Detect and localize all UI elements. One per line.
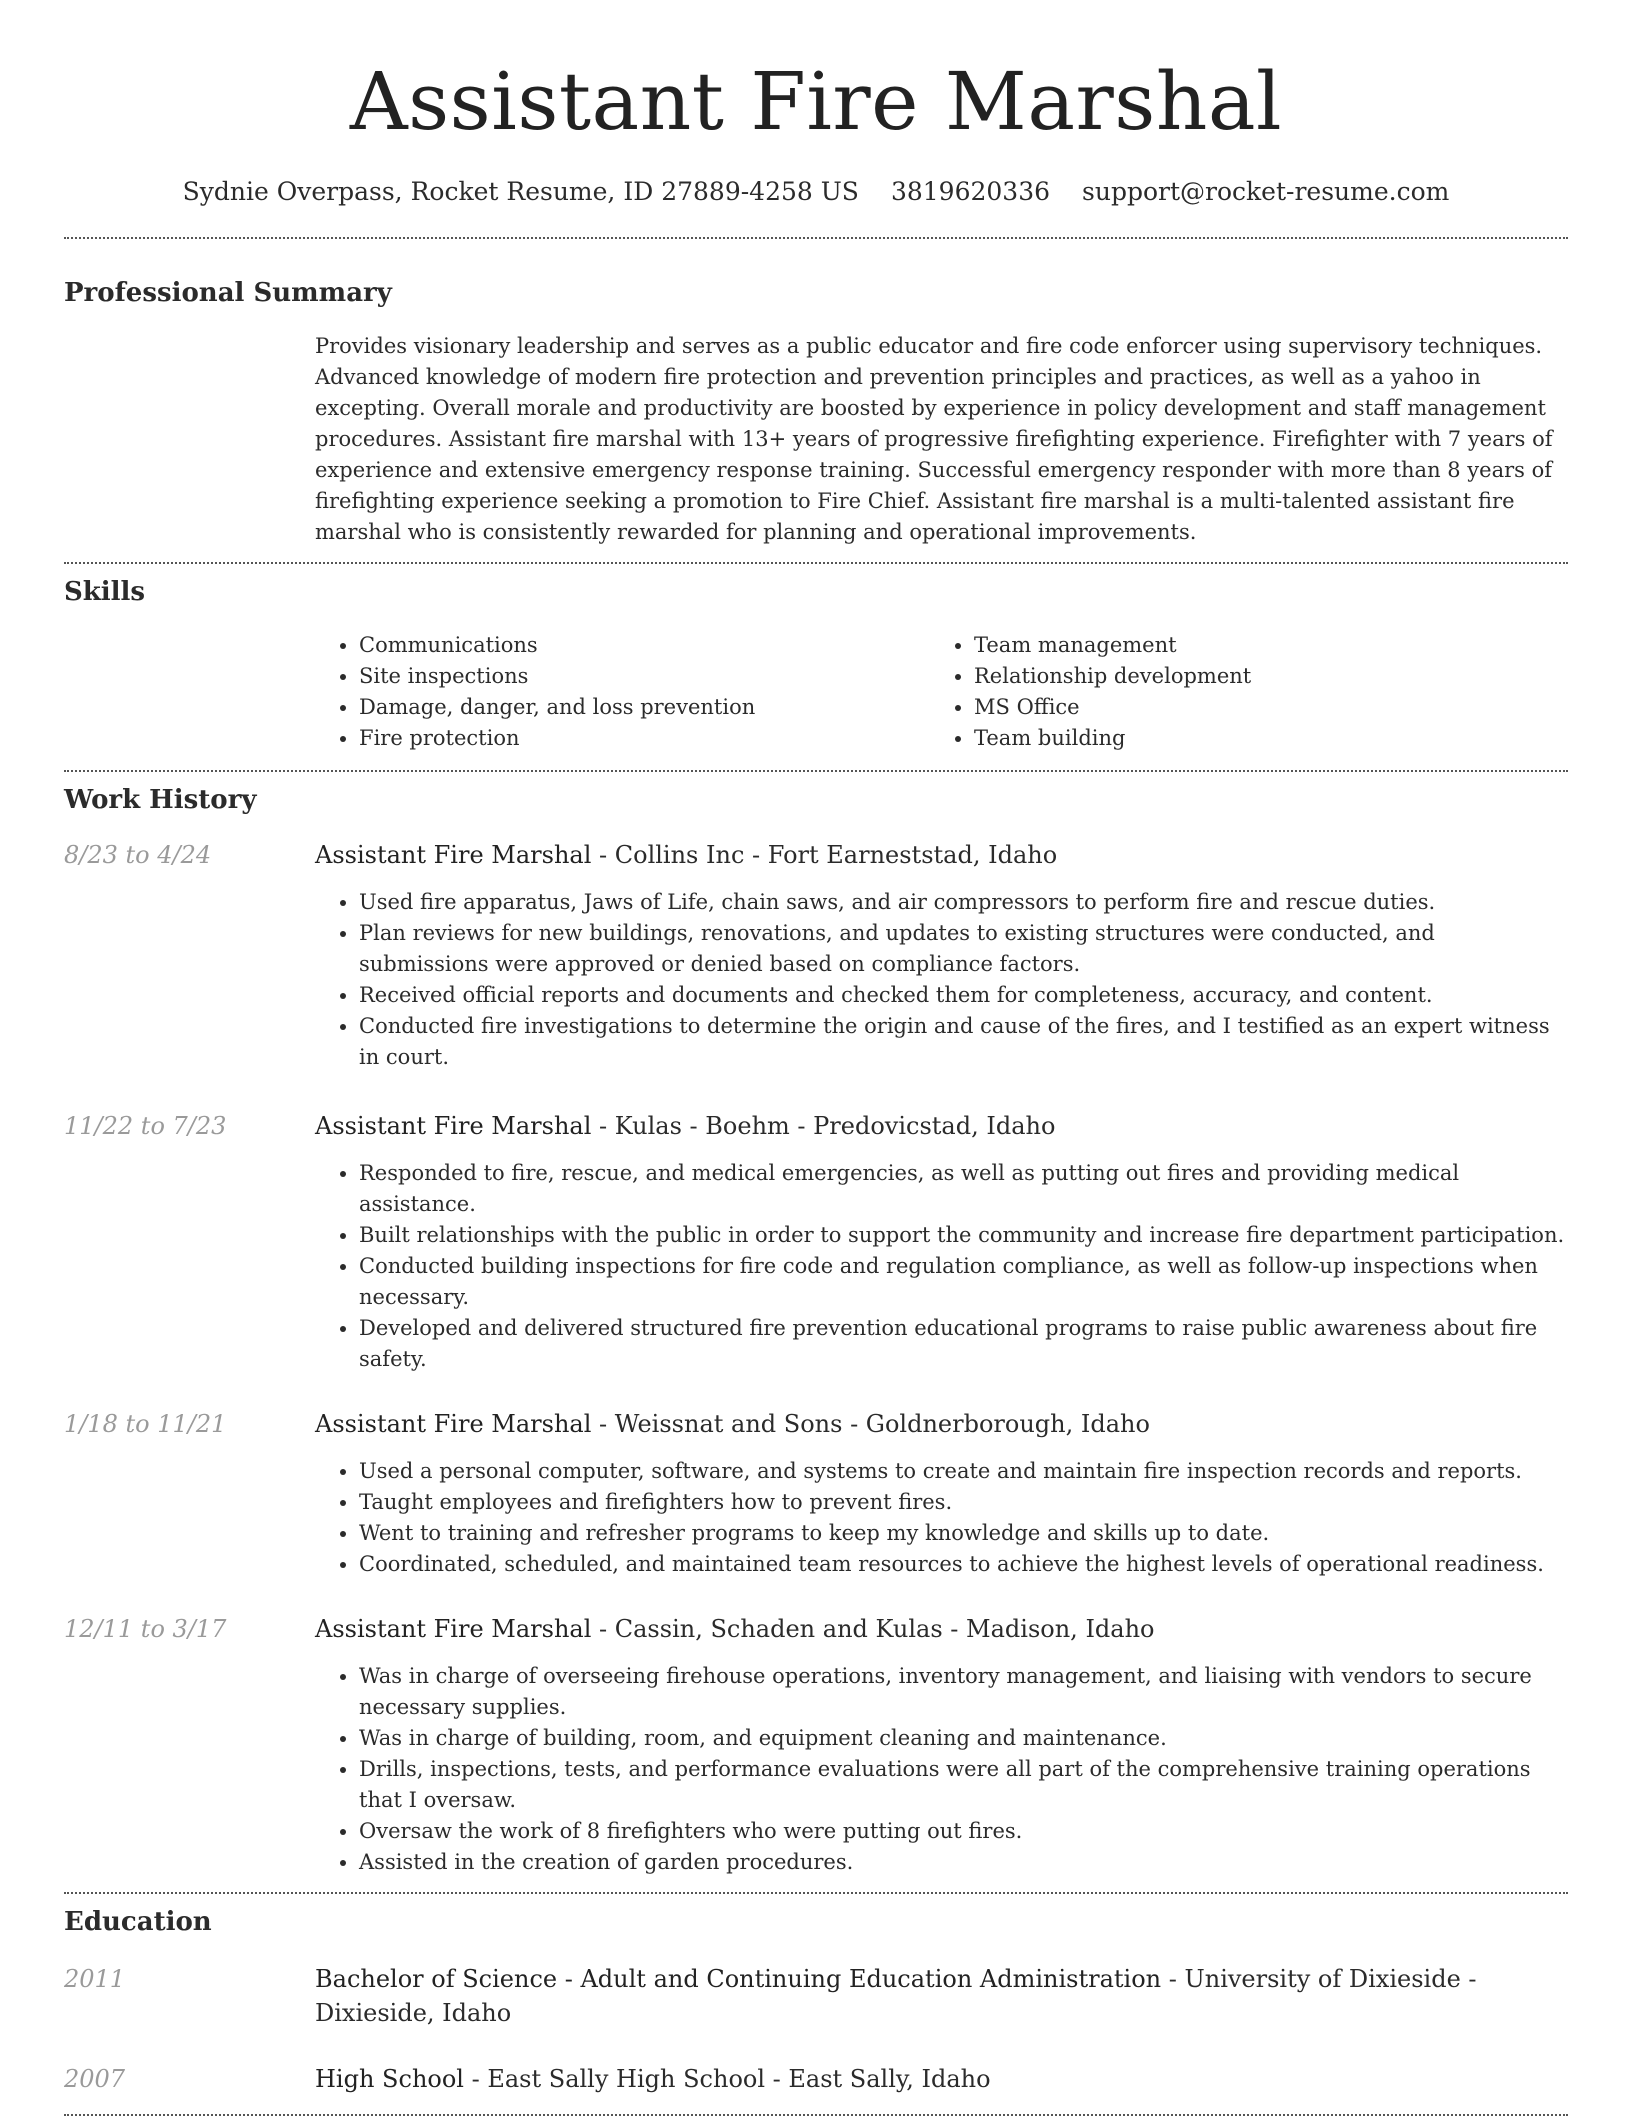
section-divider — [64, 237, 1568, 239]
job-body — [315, 838, 1568, 1073]
job-bullet: • Received official reports and documents and checked them for completeness, accuracy, and content. — [359, 980, 1568, 1011]
job-entry — [64, 1612, 1568, 1878]
job-employer-location: - Collins Inc - Fort Earneststad, Idaho — [591, 841, 1058, 869]
resume-page — [64, 0, 1568, 2116]
skill-item: • Communications — [359, 630, 930, 661]
job-bullets — [315, 1456, 1568, 1580]
job-employer-location: - Kulas - Boehm - Predovicstad, Idaho — [591, 1112, 1056, 1140]
job-bullet: • Used fire apparatus, Jaws of Life, chain saws, and air compressors to perform fire and rescue duties. — [359, 887, 1568, 918]
job-bullet: • Was in charge of building, room, and equipment cleaning and maintenance. — [359, 1723, 1568, 1754]
job-entry — [64, 1109, 1568, 1375]
education-school-location: - University of Dixieside - Dixieside, Idaho — [315, 1965, 1477, 2027]
job-employer-location: - Weissnat and Sons - Goldnerborough, Idaho — [591, 1410, 1150, 1438]
job-entry — [64, 1407, 1568, 1580]
job-body — [315, 1109, 1568, 1375]
job-bullet: • Assisted in the creation of garden procedures. — [359, 1847, 1568, 1878]
job-body — [315, 1612, 1568, 1878]
job-bullets — [315, 887, 1568, 1073]
contact-phone: 3819620336 — [890, 177, 1051, 206]
job-role: Assistant Fire Marshal — [315, 1615, 592, 1643]
job-bullet: • Drills, inspections, tests, and performance evaluations were all part of the comprehensive training operations that I oversaw. — [359, 1754, 1568, 1816]
job-bullet: • Went to training and refresher programs to keep my knowledge and skills up to date. — [359, 1518, 1568, 1549]
education-body — [315, 2062, 1568, 2096]
education-heading-line — [315, 1962, 1568, 2030]
summary-section — [64, 277, 1568, 548]
job-bullet: • Conducted building inspections for fire code and regulation compliance, as well as follow-up inspections when necessary. — [359, 1251, 1568, 1313]
job-heading — [315, 1109, 1568, 1143]
contact-line — [64, 176, 1568, 208]
skill-item: • Team building — [974, 723, 1545, 754]
job-dates: 8/23 to 4/24 — [64, 841, 212, 869]
section-divider — [64, 770, 1568, 772]
job-bullets — [315, 1661, 1568, 1878]
education-degree: Bachelor of Science - Adult and Continuing Education Administration — [315, 1965, 1162, 1993]
skill-item: • Team management — [974, 630, 1545, 661]
job-bullet: • Oversaw the work of 8 firefighters who were putting out fires. — [359, 1816, 1568, 1847]
job-heading — [315, 1407, 1568, 1441]
skill-item: • Relationship development — [974, 661, 1545, 692]
skills-column-right — [930, 630, 1545, 754]
job-bullets — [315, 1158, 1568, 1375]
job-bullet: • Taught employees and firefighters how to prevent fires. — [359, 1487, 1568, 1518]
summary-body — [315, 331, 1568, 548]
education-year: 2007 — [64, 2065, 126, 2093]
job-dates: 12/11 to 3/17 — [64, 1615, 227, 1643]
job-role: Assistant Fire Marshal — [315, 841, 592, 869]
job-bullet: • Conducted fire investigations to determine the origin and cause of the fires, and I testified as an expert witness in court. — [359, 1011, 1568, 1073]
job-bullet: • Built relationships with the public in order to support the community and increase fire department participation. — [359, 1220, 1568, 1251]
skill-item: • Damage, danger, and loss prevention — [359, 692, 930, 723]
job-bullet: • Developed and delivered structured fire prevention educational programs to raise public awareness about fire safety. — [359, 1313, 1568, 1375]
job-dates: 11/22 to 7/23 — [64, 1112, 227, 1140]
summary-heading: Professional Summary — [64, 278, 392, 308]
education-section — [64, 1906, 1568, 2096]
job-dates: 1/18 to 11/21 — [64, 1410, 227, 1438]
section-divider — [64, 562, 1568, 564]
skill-item: • MS Office — [974, 692, 1545, 723]
resume-title: Assistant Fire Marshal — [349, 55, 1283, 148]
summary-text: Provides visionary leadership and serves as a public educator and fire code enforcer using supervisory techniques. Advanced knowledge of modern fire protection and prevention principles and practices, as well as a yahoo in excepting. Overall morale and productivity are boosted by experience in policy development and staff management procedures. Assistant fire marshal with 13+ years of progressive firefighting experience. Firefighter with 7 years of experience and extensive emergency response training. Successful emergency responder with more than 8 years of firefighting experience seeking a promotion to Fire Chief. Assistant fire marshal is a multi-talented assistant fire marshal who is consistently rewarded for planning and operational improvements. — [315, 334, 1553, 544]
skills-column-left — [315, 630, 930, 754]
education-entry — [64, 2062, 1568, 2096]
work-history-heading: Work History — [64, 785, 257, 815]
education-degree: High School — [315, 2065, 464, 2093]
skills-grid — [315, 630, 1568, 754]
education-heading-line — [315, 2062, 1568, 2096]
section-divider — [64, 1892, 1568, 1894]
job-body — [315, 1407, 1568, 1580]
education-body — [315, 1962, 1568, 2030]
job-bullet: • Plan reviews for new buildings, renovations, and updates to existing structures were conducted, and submissions were approved or denied based on compliance factors. — [359, 918, 1568, 980]
job-bullet: • Responded to fire, rescue, and medical emergencies, as well as putting out fires and providing medical assistance. — [359, 1158, 1568, 1220]
job-bullet: • Coordinated, scheduled, and maintained team resources to achieve the highest levels of operational readiness. — [359, 1549, 1568, 1580]
job-heading — [315, 1612, 1568, 1646]
job-bullet: • Used a personal computer, software, and systems to create and maintain fire inspection records and reports. — [359, 1456, 1568, 1487]
contact-email: support@rocket-resume.com — [1082, 177, 1450, 206]
job-role: Assistant Fire Marshal — [315, 1410, 592, 1438]
job-bullet: • Was in charge of overseeing firehouse operations, inventory management, and liaising with vendors to secure necessary supplies. — [359, 1661, 1568, 1723]
job-role: Assistant Fire Marshal — [315, 1112, 592, 1140]
skills-heading: Skills — [64, 577, 146, 607]
job-heading — [315, 838, 1568, 872]
contact-address: Sydnie Overpass, Rocket Resume, ID 27889-4258 US — [182, 177, 859, 206]
job-entry — [64, 838, 1568, 1073]
skills-section — [64, 576, 1568, 754]
skill-item: • Site inspections — [359, 661, 930, 692]
education-heading: Education — [64, 1907, 212, 1937]
skill-item: • Fire protection — [359, 723, 930, 754]
education-year: 2011 — [64, 1965, 126, 1993]
education-school-location: - East Sally High School - East Sally, Idaho — [463, 2065, 991, 2093]
work-history-section — [64, 784, 1568, 1878]
job-employer-location: - Cassin, Schaden and Kulas - Madison, Idaho — [591, 1615, 1155, 1643]
education-entry — [64, 1962, 1568, 2030]
